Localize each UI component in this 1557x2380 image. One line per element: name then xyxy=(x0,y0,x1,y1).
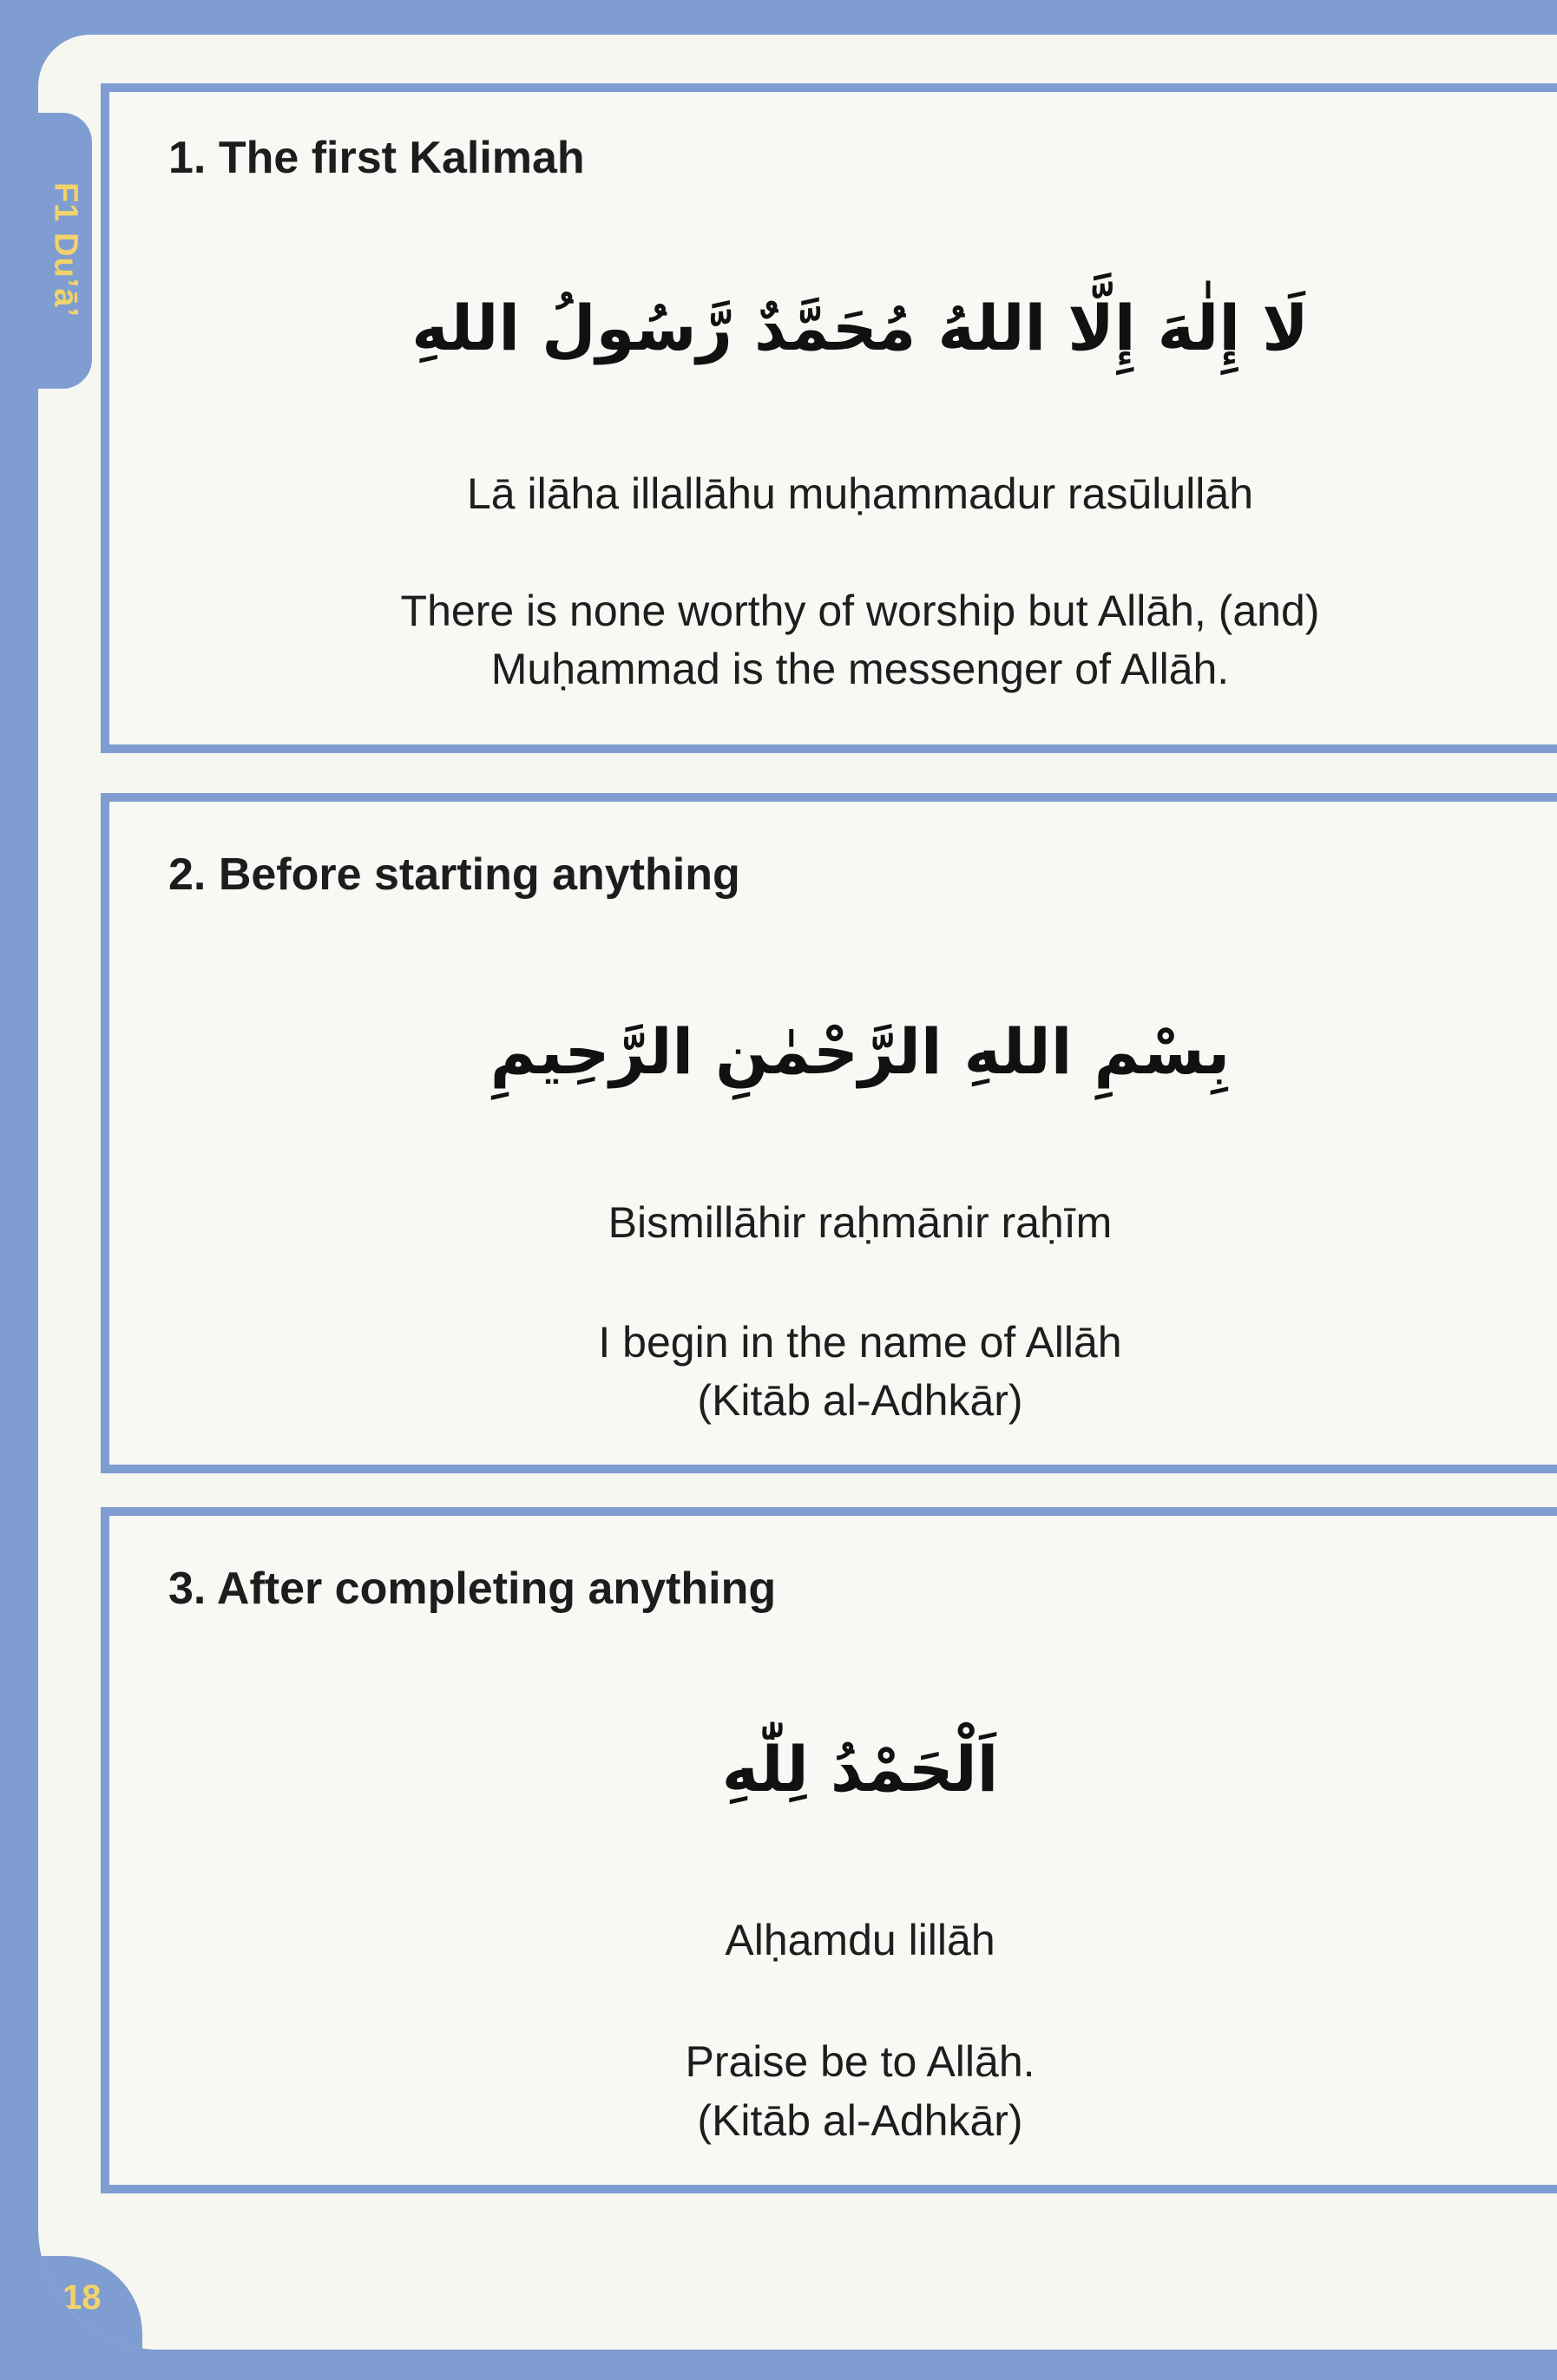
chapter-side-tab-label: F1 Du’ā’ xyxy=(47,182,84,318)
arabic-text: بِسْمِ اللهِ الرَّحْمٰنِ الرَّحِيمِ xyxy=(489,1015,1231,1088)
page-number: 18 xyxy=(62,2278,102,2317)
source-reference: (Kitāb al-Adhkār) xyxy=(697,2096,1023,2145)
transliteration-text: Lā ilāha illallāhu muḥammadur rasūlullāh xyxy=(466,469,1254,518)
source-reference: (Kitāb al-Adhkār) xyxy=(697,1376,1023,1425)
transliteration-text: Bismillāhir raḥmānir raḥīm xyxy=(608,1198,1113,1247)
arabic-text: لَا إِلٰهَ إِلَّا اللهُ مُحَمَّدٌ رَّسُولُ اللهِ xyxy=(411,292,1309,364)
section-title: 1. The first Kalimah xyxy=(168,133,585,183)
section-card-before-starting xyxy=(101,793,1557,1473)
page-number-badge xyxy=(38,2256,142,2350)
section-title: 3. After completing anything xyxy=(168,1564,777,1614)
transliteration-text: Alḥamdu lillāh xyxy=(725,1916,995,1964)
translation-text: Praise be to Allāh. xyxy=(685,2037,1035,2086)
section-card-first-kalimah xyxy=(101,83,1557,753)
section-card-after-completing xyxy=(101,1507,1557,2193)
chapter-side-tab xyxy=(38,113,92,389)
translation-text: I begin in the name of Allāh xyxy=(598,1318,1122,1367)
translation-text: There is none worthy of worship but Allāh, (and) Muḥammad is the messenger of Allāh. xyxy=(400,587,1320,693)
arabic-text: اَلْحَمْدُ لِلّٰهِ xyxy=(721,1733,999,1806)
section-title: 2. Before starting anything xyxy=(168,849,740,900)
